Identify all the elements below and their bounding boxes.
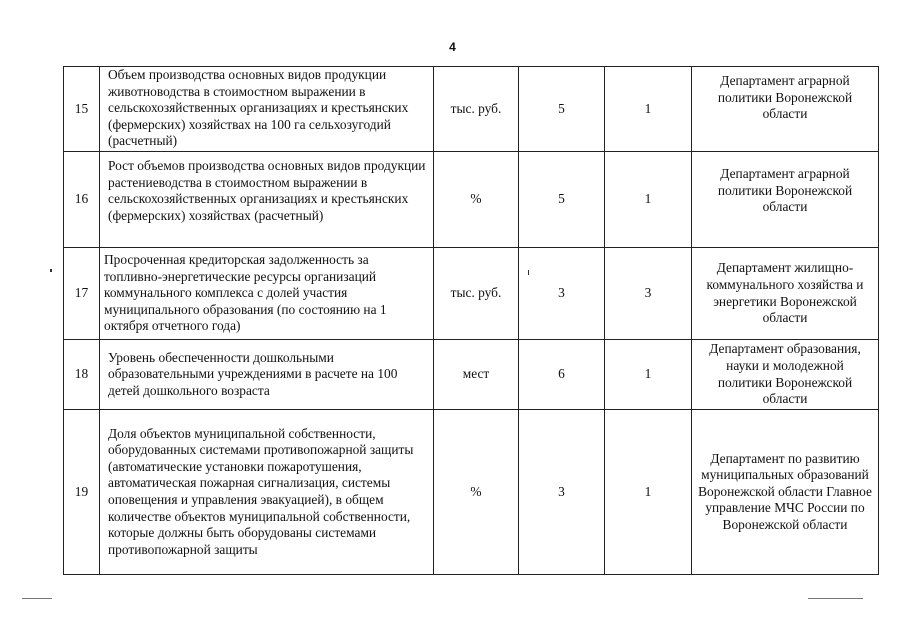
table-row-19 bbox=[64, 410, 879, 575]
value-cell-2: 1 bbox=[605, 67, 692, 152]
value-cell-2: 1 bbox=[605, 152, 692, 248]
value-cell-2: 1 bbox=[605, 410, 692, 575]
unit-cell: тыс. руб. bbox=[434, 248, 519, 340]
scan-edge-mark bbox=[22, 598, 52, 599]
table-row-15 bbox=[64, 67, 879, 152]
indicator-description: Доля объектов муниципальной собственности, оборудованных системами противопожарной защиты (автоматические установки пожаротушения, автоматическая пожарная сигнализация, системы оповещения и управления эвакуацией), в общем количестве объектов муниципальной собственности, которые должны быть оборудованы системами противопожарной защиты bbox=[100, 410, 434, 575]
indicator-description: Просроченная кредиторская задолженность за топливно-энергетические ресурсы организаций коммунального комплекса с долей участия муниципального образования (по состоянию на 1 октября отчетного года) bbox=[100, 248, 434, 340]
unit-cell: % bbox=[434, 152, 519, 248]
scan-edge-mark bbox=[808, 598, 863, 599]
indicators-table bbox=[63, 66, 879, 575]
row-number: 15 bbox=[64, 67, 100, 152]
department-cell: Департамент жилищно-коммунального хозяйства и энергетики Воронежской области bbox=[692, 248, 879, 340]
indicator-description: Рост объемов производства основных видов продукции растениеводства в стоимостном выражении в сельскохозяйственных организациях и крестьянских (фермерских) хозяйствах (расчетный) bbox=[100, 152, 434, 248]
row-number: 18 bbox=[64, 340, 100, 410]
value-cell-2: 1 bbox=[605, 340, 692, 410]
value-cell-1: 3 bbox=[519, 248, 605, 340]
unit-cell: % bbox=[434, 410, 519, 575]
table-row-17 bbox=[64, 248, 879, 340]
value-cell-1: 6 bbox=[519, 340, 605, 410]
table-row-18 bbox=[64, 340, 879, 410]
page-number: 4 bbox=[449, 40, 456, 54]
scan-speck bbox=[50, 269, 52, 272]
row-number: 19 bbox=[64, 410, 100, 575]
value-cell-1: 3 bbox=[519, 410, 605, 575]
department-cell: Департамент аграрной политики Воронежской области bbox=[692, 152, 879, 248]
indicator-description: Уровень обеспеченности дошкольными образовательными учреждениями в расчете на 100 детей дошкольного возраста bbox=[100, 340, 434, 410]
department-cell: Департамент образования, науки и молодежной политики Воронежской области bbox=[692, 340, 879, 410]
table-row-16 bbox=[64, 152, 879, 248]
row-number: 16 bbox=[64, 152, 100, 248]
department-cell: Департамент по развитию муниципальных образований Воронежской области Главное управление МЧС России по Воронежской области bbox=[692, 410, 879, 575]
value-cell-2: 3 bbox=[605, 248, 692, 340]
scan-speck bbox=[528, 270, 529, 275]
value-cell-1: 5 bbox=[519, 152, 605, 248]
unit-cell: тыс. руб. bbox=[434, 67, 519, 152]
value-cell-1: 5 bbox=[519, 67, 605, 152]
row-number: 17 bbox=[64, 248, 100, 340]
department-cell: Департамент аграрной политики Воронежской области bbox=[692, 67, 879, 152]
unit-cell: мест bbox=[434, 340, 519, 410]
indicator-description: Объем производства основных видов продукции животноводства в стоимостном выражении в сельскохозяйственных организациях и крестьянских (фермерских) хозяйствах на 100 га сельхозугодий (расчетный) bbox=[100, 67, 434, 152]
